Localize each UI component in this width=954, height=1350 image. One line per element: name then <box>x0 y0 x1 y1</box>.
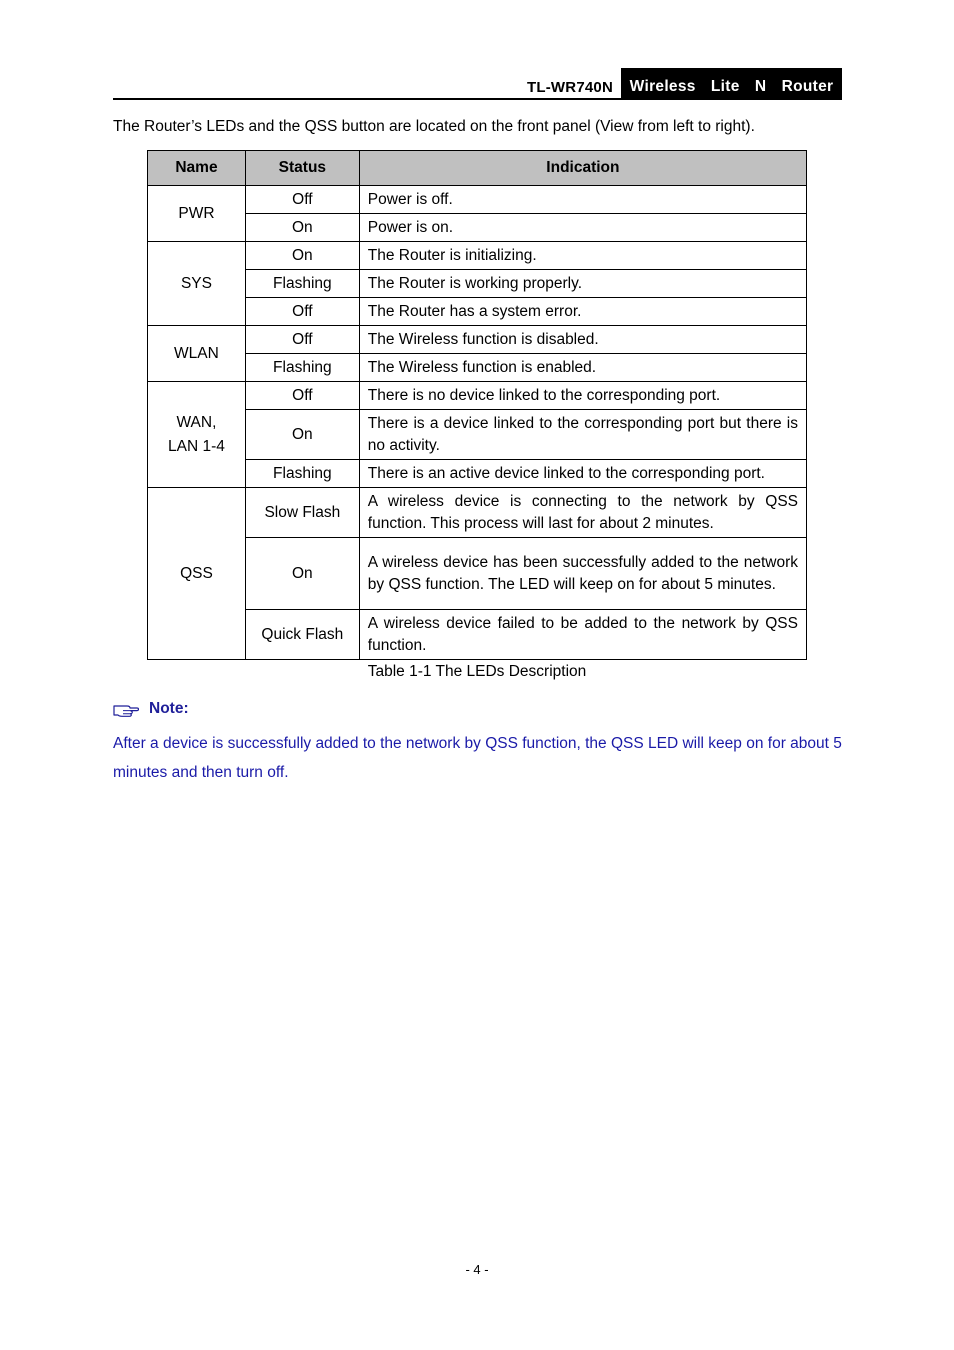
led-indication: A wireless device is connecting to the network by QSS function. This process will last for about 2 minutes. <box>359 488 806 538</box>
led-indication: Power is off. <box>359 186 806 214</box>
note-label: Note: <box>149 700 189 717</box>
led-indication: There is an active device linked to the corresponding port. <box>359 460 806 488</box>
column-header-status: Status <box>245 151 359 186</box>
table-row <box>148 538 807 610</box>
note-heading <box>113 700 189 718</box>
page-number: - 4 - <box>465 1262 489 1277</box>
led-status: Quick Flash <box>245 610 359 660</box>
leds-table <box>147 150 807 660</box>
led-status: On <box>245 214 359 242</box>
led-name-line: LAN 1-4 <box>168 437 225 455</box>
table-header-row <box>148 151 807 186</box>
led-status: On <box>245 242 359 270</box>
led-status: On <box>245 538 359 610</box>
led-indication: The Router is working properly. <box>359 270 806 298</box>
led-status: Flashing <box>245 270 359 298</box>
table-row <box>148 214 807 242</box>
led-name: QSS <box>148 488 246 660</box>
table-row <box>148 354 807 382</box>
table-row <box>148 186 807 214</box>
table-row <box>148 326 807 354</box>
led-indication: There is a device linked to the corresponding port but there is no activity. <box>359 410 806 460</box>
led-name: SYS <box>148 242 246 326</box>
led-name-line: WAN, <box>176 413 217 431</box>
led-name <box>148 382 246 488</box>
table-row <box>148 382 807 410</box>
led-indication: A wireless device failed to be added to the network by QSS function. <box>359 610 806 660</box>
led-status: Off <box>245 326 359 354</box>
table-caption: Table 1-1 The LEDs Description <box>367 663 587 680</box>
table-row <box>148 242 807 270</box>
product-name: Wireless Lite N Router <box>621 68 842 99</box>
model-name: TL-WR740N <box>527 79 613 96</box>
led-status: Flashing <box>245 460 359 488</box>
led-status: Off <box>245 382 359 410</box>
led-indication: The Router has a system error. <box>359 298 806 326</box>
pointing-hand-icon <box>113 701 139 717</box>
table-row <box>148 410 807 460</box>
led-indication: There is no device linked to the corresponding port. <box>359 382 806 410</box>
page-header <box>113 68 842 100</box>
led-indication: The Wireless function is disabled. <box>359 326 806 354</box>
led-indication: The Router is initializing. <box>359 242 806 270</box>
intro-paragraph: The Router’s LEDs and the QSS button are located on the front panel (View from left to right). <box>113 118 755 135</box>
led-status: Slow Flash <box>245 488 359 538</box>
led-status: Off <box>245 298 359 326</box>
led-name: PWR <box>148 186 246 242</box>
table-row <box>148 610 807 660</box>
led-indication: Power is on. <box>359 214 806 242</box>
led-status: Flashing <box>245 354 359 382</box>
column-header-name: Name <box>148 151 246 186</box>
table-row <box>148 270 807 298</box>
led-name: WLAN <box>148 326 246 382</box>
led-status: On <box>245 410 359 460</box>
column-header-indication: Indication <box>359 151 806 186</box>
note-text: After a device is successfully added to the network by QSS function, the QSS LED will keep on for about 5 minutes and then turn off. <box>113 735 842 781</box>
table-row <box>148 298 807 326</box>
led-indication: The Wireless function is enabled. <box>359 354 806 382</box>
table-row <box>148 488 807 538</box>
led-status: Off <box>245 186 359 214</box>
table-row <box>148 460 807 488</box>
led-indication: A wireless device has been successfully added to the network by QSS function. The LED will keep on for about 5 minutes. <box>359 538 806 610</box>
